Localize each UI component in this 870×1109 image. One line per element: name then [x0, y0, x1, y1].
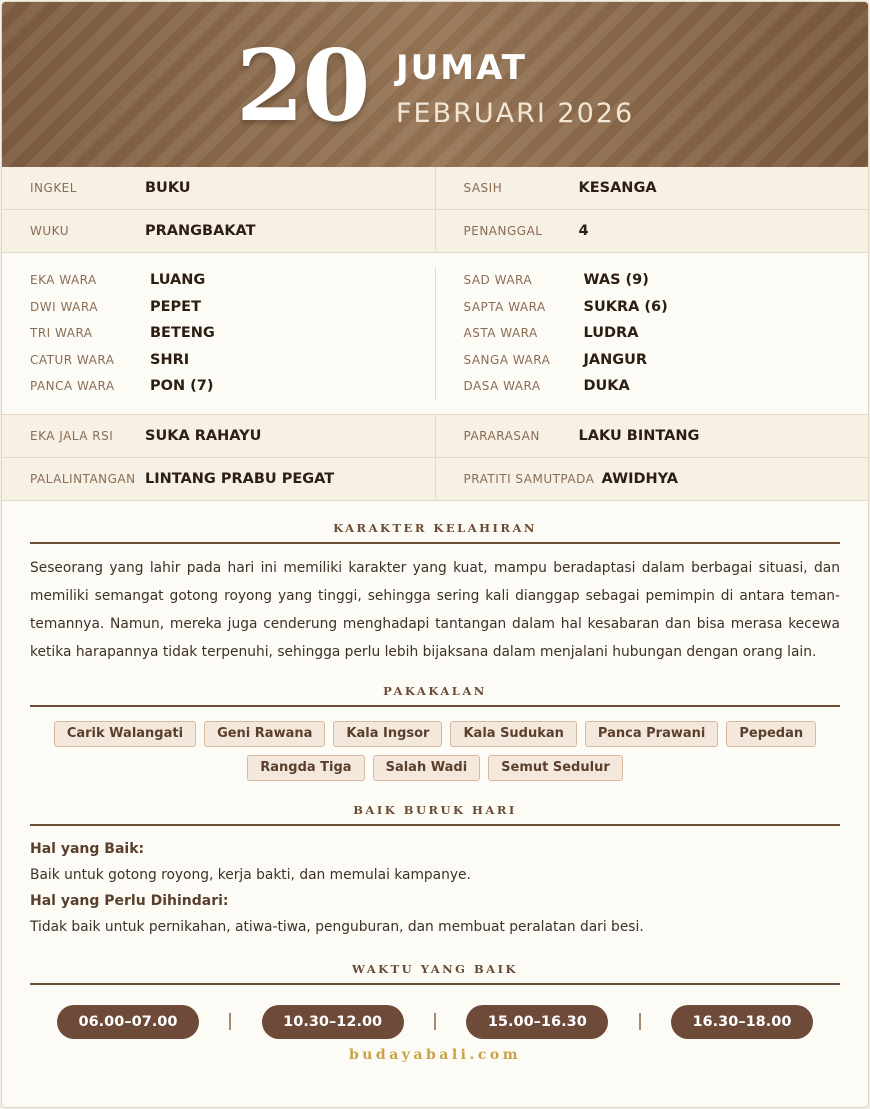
- wara-label: CATUR WARA: [30, 352, 115, 367]
- calendar-card: [1, 1, 869, 1108]
- info-value: AWIDHYA: [601, 470, 678, 487]
- info-label: SASIH: [463, 181, 503, 195]
- section-title-karakter: KARAKTER KELAHIRAN: [30, 521, 840, 544]
- info-label: PALALINTANGAN: [30, 471, 136, 486]
- section-title-pakakalan: PAKAKALAN: [30, 684, 840, 707]
- pakakalan-tag: Semut Sedulur: [488, 755, 623, 781]
- info-value: KESANGA: [578, 180, 657, 196]
- section-title-baik-buruk: BAIK BURUK HARI: [30, 803, 840, 826]
- wara-value: PEPET: [150, 298, 201, 315]
- info-cell-penanggal: [436, 210, 869, 252]
- wara-item: [464, 320, 869, 347]
- info-bottom-band: [2, 415, 868, 501]
- wara-value: BETENG: [150, 325, 215, 342]
- wara-value: SUKRA (6): [583, 298, 668, 315]
- info-cell-sasih: [436, 167, 869, 209]
- info-cell-wuku: [2, 210, 436, 252]
- wara-label: EKA WARA: [30, 273, 97, 288]
- wara-value: PON (7): [150, 378, 214, 395]
- pakakalan-tag: Pepedan: [726, 721, 816, 747]
- info-cell-ingkel: [2, 167, 436, 209]
- wara-value: JANGUR: [583, 351, 648, 368]
- wara-value: LUDRA: [583, 325, 639, 342]
- info-value: 4: [578, 223, 589, 239]
- wara-value: LUANG: [150, 272, 206, 289]
- info-cell-eka-jala-rsi: [2, 415, 436, 457]
- pakakalan-tag: Carik Walangati: [54, 721, 196, 747]
- wara-label: PANCA WARA: [30, 379, 115, 394]
- wara-value: WAS (9): [583, 272, 649, 289]
- wara-item: [464, 373, 869, 400]
- pakakalan-tag: Rangda Tiga: [247, 755, 364, 781]
- wara-label: SAPTA WARA: [463, 299, 546, 314]
- info-label: INGKEL: [30, 181, 77, 195]
- wara-item: [30, 347, 435, 374]
- info-top-band: [2, 167, 868, 253]
- info-row: [2, 415, 868, 458]
- info-value: BUKU: [145, 180, 191, 196]
- info-row: [2, 458, 868, 501]
- info-value: LAKU BINTANG: [578, 427, 700, 444]
- pakakalan-tag: Salah Wadi: [373, 755, 481, 781]
- time-slot-pill: 10.30–12.00: [262, 1005, 404, 1039]
- time-slot-pill: 16.30–18.00: [671, 1005, 813, 1039]
- wara-label: SAD WARA: [463, 273, 533, 288]
- wara-grid: [2, 253, 868, 415]
- time-separator: [229, 1013, 231, 1030]
- info-cell-pararasan: [436, 415, 869, 457]
- info-row: [2, 210, 868, 253]
- wara-label: DASA WARA: [463, 379, 541, 394]
- wara-item: [464, 267, 869, 294]
- karakter-text: Seseorang yang lahir pada hari ini memiliki karakter yang kuat, mampu beradaptasi dalam berbagai situasi, dan memiliki semangat gotong royong yang tinggi, sehingga sering kali dianggap sebagai pemimpin di antara teman-temannya. Namun, mereka juga cenderung menghadapi tantangan dalam hal kesabaran dan bisa merasa kecewa ketika harapannya tidak terpenuhi, sehingga perlu lebih bijaksana dalam menjalani hubungan dengan orang lain.: [30, 559, 840, 660]
- info-value: PRANGBAKAT: [145, 223, 256, 239]
- info-row: [2, 167, 868, 210]
- time-slot-pill: 15.00–16.30: [466, 1005, 608, 1039]
- info-value: SUKA RAHAYU: [145, 427, 262, 444]
- time-slots: [57, 1005, 813, 1039]
- info-cell-palalintangan: [2, 458, 436, 500]
- wara-label: TRI WARA: [30, 326, 93, 341]
- avoid-text: Tidak baik untuk pernikahan, atiwa-tiwa, penguburan, dan membuat peralatan dari besi.: [30, 918, 644, 935]
- info-label: PARARASAN: [463, 428, 540, 443]
- info-label: WUKU: [30, 224, 69, 238]
- info-cell-pratiti-samutpada: [436, 458, 869, 500]
- info-label: PENANGGAL: [463, 224, 543, 238]
- avoid-heading: Hal yang Perlu Dihindari:: [30, 892, 229, 909]
- date-header: [2, 2, 868, 167]
- wara-value: DUKA: [583, 378, 630, 395]
- wara-item: [30, 267, 435, 294]
- pakakalan-tags: [30, 721, 840, 781]
- wara-label: ASTA WARA: [463, 326, 538, 341]
- good-text: Baik untuk gotong royong, kerja bakti, dan memulai kampanye.: [30, 866, 471, 883]
- info-label: PRATITI SAMUTPADA: [463, 471, 595, 486]
- wara-item: [464, 294, 869, 321]
- wara-left-column: [2, 267, 436, 400]
- wara-item: [30, 320, 435, 347]
- wara-value: SHRI: [150, 351, 190, 368]
- wara-right-column: [436, 267, 869, 400]
- wara-label: DWI WARA: [30, 299, 98, 314]
- wara-label: SANGA WARA: [463, 352, 551, 367]
- time-separator: [434, 1013, 436, 1030]
- info-label: EKA JALA RSI: [30, 428, 114, 443]
- day-name: JUMAT: [396, 48, 527, 88]
- pakakalan-tag: Panca Prawani: [585, 721, 718, 747]
- good-heading: Hal yang Baik:: [30, 840, 145, 857]
- wara-item: [30, 294, 435, 321]
- wara-item: [30, 373, 435, 400]
- month-year: FEBRUARI 2026: [396, 98, 635, 129]
- time-slot-pill: 06.00–07.00: [57, 1005, 199, 1039]
- day-number: 20: [236, 29, 369, 144]
- footer-site-name: budayabali.com: [348, 1047, 522, 1063]
- pakakalan-tag: Geni Rawana: [204, 721, 325, 747]
- info-value: LINTANG PRABU PEGAT: [145, 470, 335, 487]
- pakakalan-tag: Kala Ingsor: [333, 721, 442, 747]
- wara-item: [464, 347, 869, 374]
- time-separator: [639, 1013, 641, 1030]
- pakakalan-tag: Kala Sudukan: [450, 721, 576, 747]
- section-title-waktu: WAKTU YANG BAIK: [30, 962, 840, 985]
